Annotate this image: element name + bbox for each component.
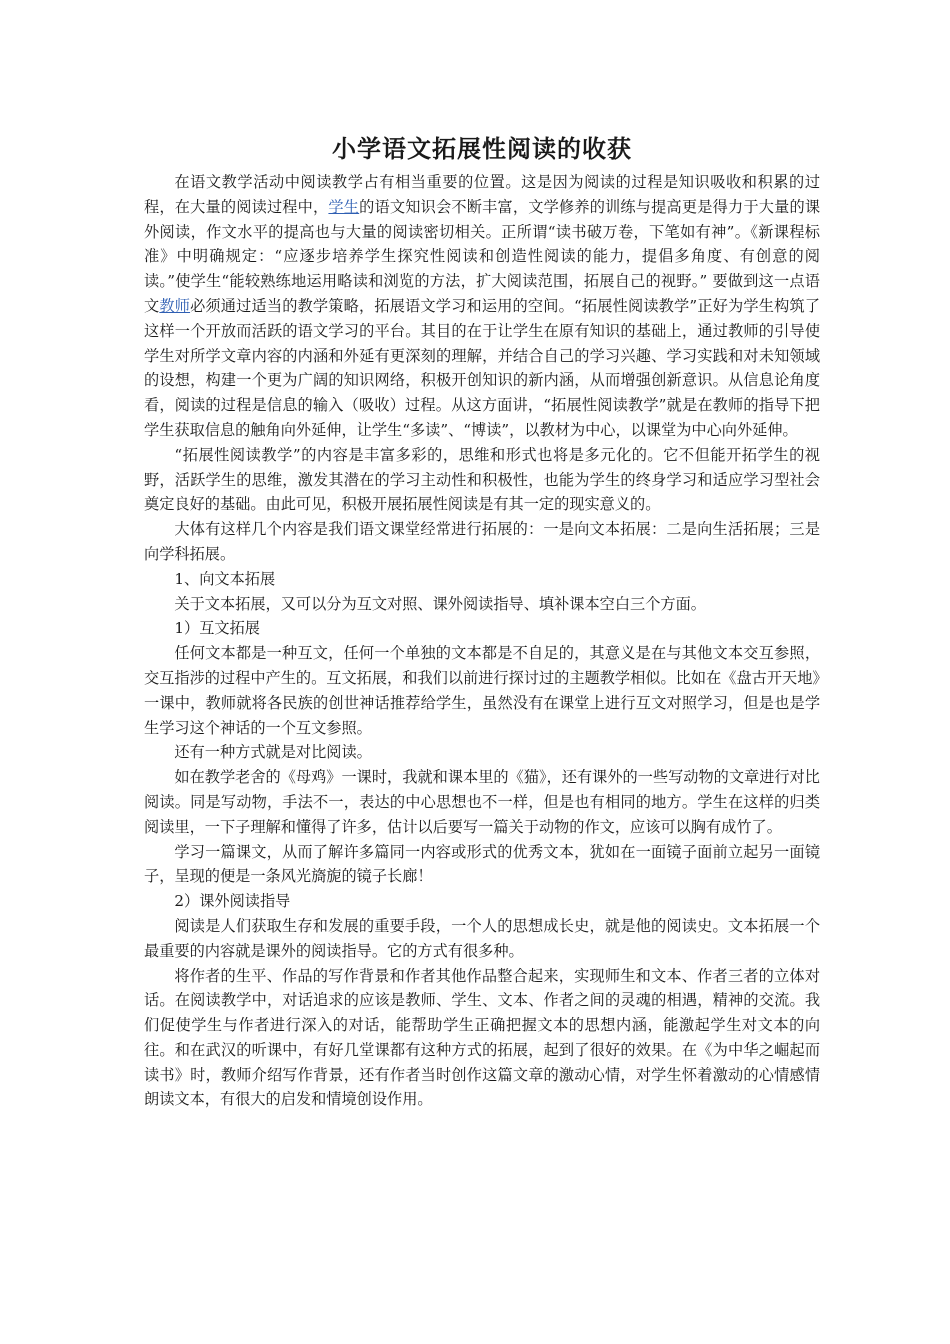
paragraph: 还有一种方式就是对比阅读。	[174, 743, 372, 762]
paragraph: 阅读是人们获取生存和发展的重要手段，一个人的思想成长史，就是他的阅读史。文本拓展一个最重要的内容就是课外的阅读指导。它的方式有很多种。	[144, 916, 820, 960]
link-student[interactable]: 学生	[328, 197, 360, 216]
subsection-heading: 1）互文拓展	[174, 619, 260, 638]
paragraph-text: 在语文教学活动中阅读教学占有相当重要的位置。这是因为阅读的过程是知识吸收和积累的过程，在大量的阅读过程中，	[144, 173, 820, 216]
paragraph: “拓展性阅读教学”的内容是丰富多彩的，思维和形式也将是多元化的。它不但能开拓学生的视野，活跃学生的思维，激发其潜在的学习主动性和积极性，也能为学生的终身学习和适应学习型社会奠定良好的基础。由此可见，积极开展拓展性阅读是有其一定的现实意义的。	[144, 445, 820, 514]
paragraph	[144, 170, 820, 443]
section-heading: 1、向文本拓展	[174, 569, 276, 588]
paragraph-text: 的语文知识会不断丰富，文学修养的训练与提高更是得力于大量的课外阅读，作文水平的提高也与大量的阅读密切相关。正所谓“读书破万卷，下笔如有神”。《新课程标准》中明确规定：“应逐步培养学生探究性阅读和创造性阅读的能力，提倡多角度、有创意的阅读。”使学生“能较熟练地运用略读和浏览的方法，扩大阅读范围，拓展自己的视野。” 要做到这一点语文	[144, 197, 821, 315]
paragraph: 关于文本拓展，又可以分为互文对照、课外阅读指导、填补课本空白三个方面。	[174, 594, 706, 613]
paragraph: 任何文本都是一种互文，任何一个单独的文本都是不自足的，其意义是在与其他文本交互参照，交互指涉的过程中产生的。互文拓展，和我们以前进行探讨过的主题教学相似。比如在《盘古开天地》一课中，教师就将各民族的创世神话推荐给学生，虽然没有在课堂上进行互文对照学习，但是也是学生学习这个神话的一个互文参照。	[144, 644, 820, 737]
document-title: 小学语文拓展性阅读的收获	[332, 135, 632, 163]
paragraph: 学习一篇课文，从而了解许多篇同一内容或形式的优秀文本，犹如在一面镜子面前立起另一面镜子，呈现的便是一条风光旖旎的镜子长廊！	[144, 842, 820, 886]
link-teacher[interactable]: 教师	[159, 296, 191, 315]
paragraph: 将作者的生平、作品的写作背景和作者其他作品整合起来，实现师生和文本、作者三者的立体对话。在阅读教学中，对话追求的应该是教师、学生、文本、作者之间的灵魂的相遇，精神的交流。我们促使学生与作者进行深入的对话，能帮助学生正确把握文本的思想内涵，能激起学生对文本的向往。和在武汉的听课中，有好几堂课都有这种方式的拓展，起到了很好的效果。在《为中华之崛起而读书》时，教师介绍写作背景，还有作者当时创作这篇文章的激动心情，对学生怀着激动的心情感情朗读文本，有很大的启发和情境创设作用。	[144, 966, 820, 1109]
paragraph-text: 必须通过适当的教学策略，拓展语文学习和运用的空间。“拓展性阅读教学”正好为学生构筑了这样一个开放而活跃的语文学习的平台。其目的在于让学生在原有知识的基础上，通过教师的引导使学生对所学文章内容的内涵和外延有更深刻的理解，并结合自己的学习兴趣、学习实践和对未知领域的设想，构建一个更为广阔的知识网络，积极开创知识的新内涵，从而增强创新意识。从信息论角度看，阅读的过程是信息的输入（吸收）过程。从这方面讲，“拓展性阅读教学”就是在教师的指导下把学生获取信息的触角向外延伸，让学生“多读”、“博读”，以教材为中心，以课堂为中心向外延伸。	[144, 296, 821, 439]
document-page	[144, 132, 820, 1112]
paragraph: 大体有这样几个内容是我们语文课堂经常进行拓展的：一是向文本拓展：二是向生活拓展；三是向学科拓展。	[144, 520, 820, 563]
subsection-heading: 2）课外阅读指导	[174, 892, 291, 911]
paragraph: 如在教学老舍的《母鸡》一课时，我就和课本里的《猫》，还有课外的一些写动物的文章进行对比阅读。同是写动物，手法不一，表达的中心思想也不一样，但是也有相同的地方。学生在这样的归类阅读里，一下子理解和懂得了许多，估计以后要写一篇关于动物的作文，应该可以胸有成竹了。	[144, 768, 820, 836]
